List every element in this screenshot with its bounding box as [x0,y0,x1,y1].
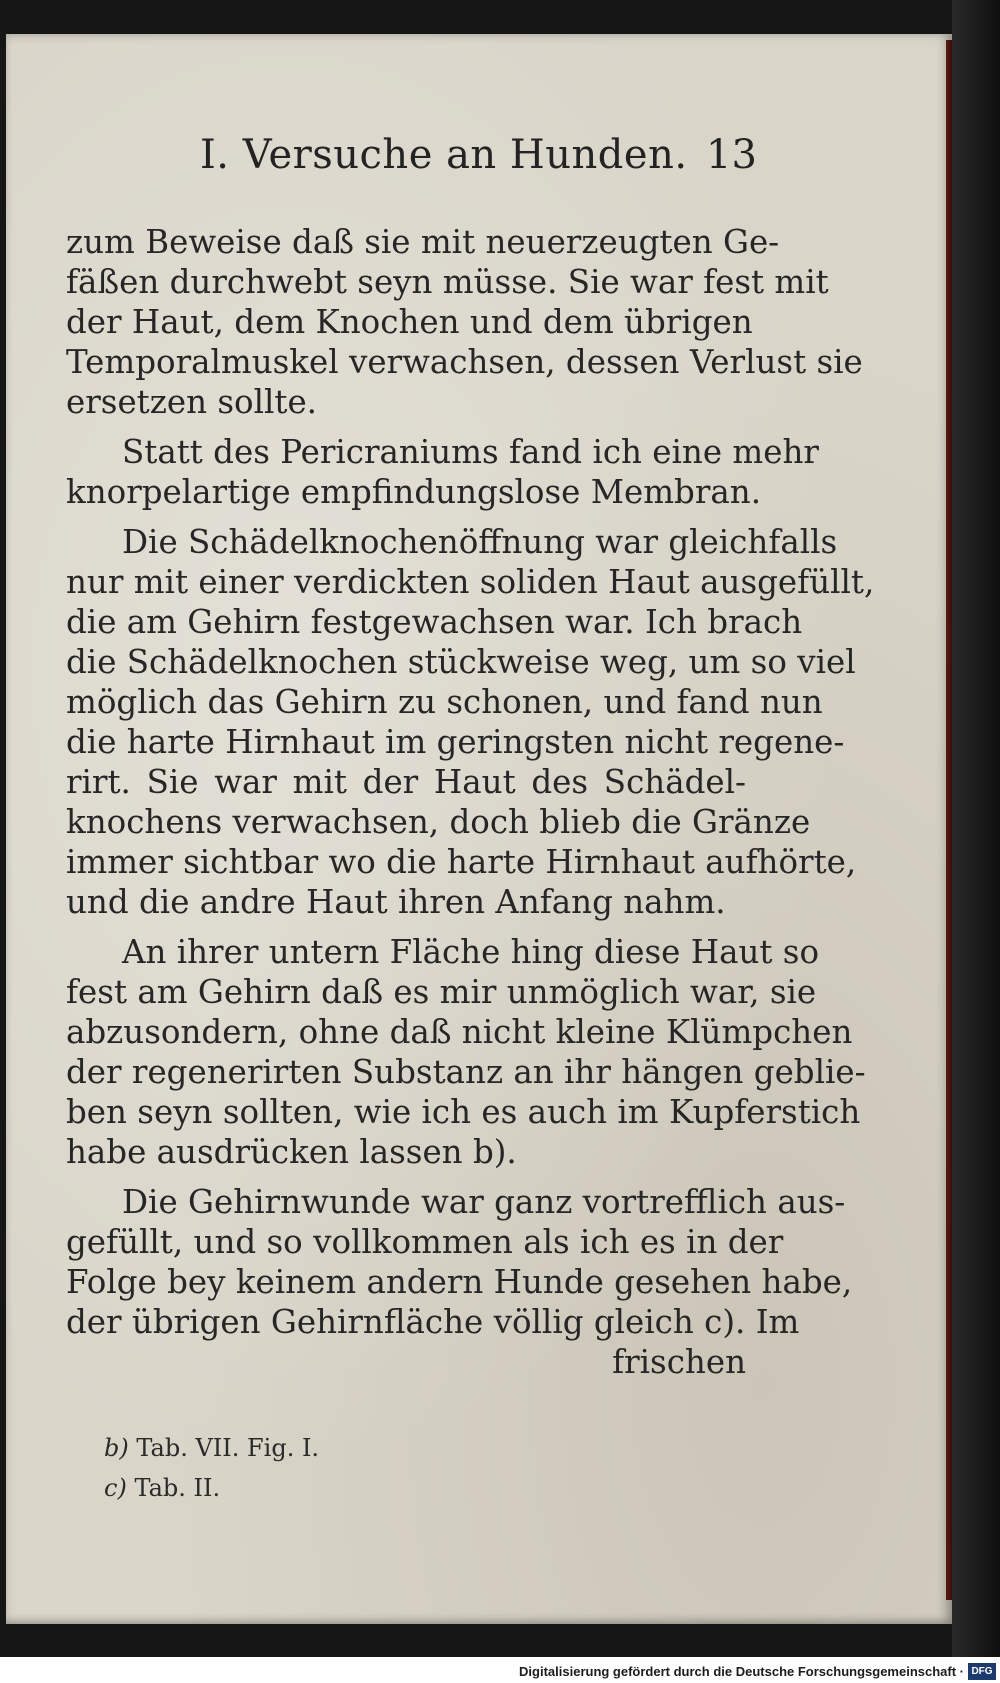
catchword: frischen [612,1343,746,1381]
text-line: knochens verwachsen, doch blieb die Gränze [66,803,811,841]
footnote-mark: c) [104,1474,127,1502]
text-line: rirt. Sie war mit der Haut des Schädel- [66,763,746,801]
text-line: knorpelartige empfindungslose Membran. [66,473,762,511]
footnotes [104,1428,319,1508]
text-line: die am Gehirn festgewachsen war. Ich brach [66,603,803,641]
page-header [6,132,952,192]
text-line: nur mit einer verdickten soliden Haut ausgefüllt, [66,563,875,601]
book-page [6,34,952,1624]
text-line: Die Schädelknochenöffnung war gleichfalls [122,523,838,561]
text-line: An ihrer untern Fläche hing diese Haut so [122,933,820,971]
footnote-text: Tab. VII. Fig. I. [136,1434,320,1462]
dfg-logo: DFG [968,1663,996,1680]
text-line: die harte Hirnhaut im geringsten nicht regene- [66,723,845,761]
text-line: die Schädelknochen stückweise weg, um so viel [66,643,856,681]
text-line: gefüllt, und so vollkommen als ich es in der [66,1223,784,1261]
text-line: und die andre Haut ihren Anfang nahm. [66,883,726,921]
text-line: abzusondern, ohne daß nicht kleine Klümpchen [66,1013,853,1051]
text-line: der regenerirten Substanz an ihr hängen geblie- [66,1053,866,1091]
text-line: der Haut, dem Knochen und dem übrigen [66,303,753,341]
digitization-credit: Digitalisierung gefördert durch die Deutsche Forschungsgemeinschaft · [519,1664,964,1679]
text-line: ersetzen sollte. [66,383,318,421]
text-line: habe ausdrücken lassen b). [66,1133,517,1171]
page-number: 13 [706,132,757,178]
page-red-edge [946,40,952,1600]
text-line: Folge bey keinem andern Hunde gesehen habe, [66,1263,853,1301]
text-line: ben seyn sollten, wie ich es auch im Kupferstich [66,1093,861,1131]
footnote [104,1428,319,1468]
footnote-text: Tab. II. [134,1474,221,1502]
digitization-footer [0,1657,1000,1683]
text-line: immer sichtbar wo die harte Hirnhaut aufhörte, [66,843,857,881]
text-line: der übrigen Gehirnfläche völlig gleich c). Im [66,1303,800,1341]
body-text [66,222,875,1382]
footnote [104,1468,319,1508]
text-line: möglich das Gehirn zu schonen, und fand nun [66,683,823,721]
text-line: Statt des Pericraniums fand ich eine mehr [122,433,819,471]
running-head: I. Versuche an Hunden. [200,132,688,178]
text-line: fest am Gehirn daß es mir unmöglich war, sie [66,973,817,1011]
text-line: fäßen durchwebt seyn müsse. Sie war fest mit [66,263,829,301]
text-line: Die Gehirnwunde war ganz vortrefflich aus- [122,1183,846,1221]
book-edge [952,0,1000,1683]
text-line: zum Beweise daß sie mit neuerzeugten Ge- [66,223,780,261]
footnote-mark: b) [104,1434,129,1462]
text-line: Temporalmuskel verwachsen, dessen Verlust sie [66,343,863,381]
